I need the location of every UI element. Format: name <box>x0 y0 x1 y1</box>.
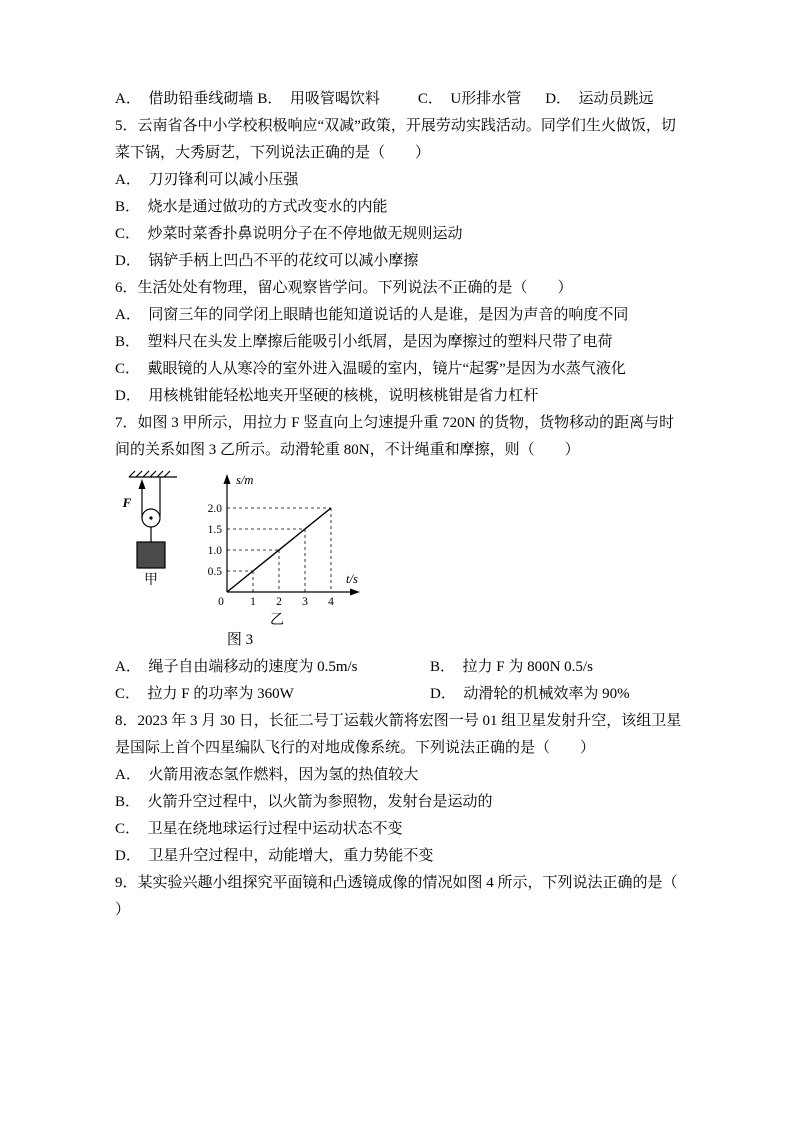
q7-options <box>115 654 685 708</box>
figure3-drawing <box>115 470 365 628</box>
question-7 <box>115 410 685 708</box>
q6-stem: 6．生活处处有物理，留心观察皆学问。下列说法不正确的是（ ） <box>115 280 573 296</box>
question-9 <box>115 870 685 924</box>
origin-label: 0 <box>218 596 224 608</box>
q5-option-b: B． 烧水是通过做功的方式改变水的内能 <box>115 199 388 215</box>
q7-option-a: A． 绳子自由端移动的速度为 0.5m/s <box>115 659 358 675</box>
force-f-label: F <box>122 495 132 510</box>
load-block <box>137 542 165 568</box>
q6-option-b: B． 塑料尺在头发上摩擦后能吸引小纸屑，是因为摩擦过的塑料尺带了电荷 <box>115 334 613 350</box>
x-tick-2: 2 <box>276 596 282 608</box>
figure3-caption: 图 3 <box>226 632 254 648</box>
question-6 <box>115 275 685 410</box>
graph-axes <box>227 478 356 592</box>
q8-option-d: D． 卫星升空过程中，动能增大，重力势能不变 <box>115 848 434 864</box>
y-axis-arrowhead <box>224 474 231 484</box>
force-arrowhead <box>139 479 146 489</box>
q7-option-b: B． 拉力 F 为 800N 0.5/s <box>430 659 593 675</box>
q4-option-a: A． 借助铅垂线砌墙 <box>115 91 254 107</box>
q7-option-d: D． 动滑轮的机械效率为 90% <box>430 686 630 702</box>
x-axis-label: t/s <box>346 572 358 586</box>
y-tick-1-0: 1.0 <box>207 545 222 557</box>
x-tick-1: 1 <box>250 596 256 608</box>
q6-option-d: D． 用核桃钳能轻松地夹开坚硬的核桃，说明核桃钳是省力杠杆 <box>115 388 539 404</box>
q8-option-c: C． 卫星在绕地球运行过程中运动状态不变 <box>115 821 403 837</box>
graph-caption-yi: 乙 <box>270 613 284 628</box>
q5-stem: 5．云南省各中小学校积极响应“双减”政策，开展劳动实践活动。同学们生火做饭，切菜下锅，大秀厨艺，下列说法正确的是（ ） <box>115 118 676 161</box>
q8-option-a: A． 火箭用液态氢作燃料，因为氢的热值较大 <box>115 767 419 783</box>
graph-data-line <box>227 508 331 592</box>
question4-options-row <box>115 86 685 113</box>
y-tick-2-0: 2.0 <box>207 503 222 515</box>
figure-3 <box>115 470 375 652</box>
y-tick-1-5: 1.5 <box>207 524 222 536</box>
q8-option-b: B． 火箭升空过程中，以火箭为参照物，发射台是运动的 <box>115 794 493 810</box>
q7-stem: 7．如图 3 甲所示，用拉力 F 竖直向上匀速提升重 720N 的货物，货物移动的距离与时间的关系如图 3 乙所示。动滑轮重 80N，不计绳重和摩擦，则（ ） <box>115 415 675 458</box>
y-tick-0-5: 0.5 <box>207 566 222 578</box>
q4-option-d: D． 运动员跳远 <box>545 91 654 107</box>
q6-option-c: C． 戴眼镜的人从寒冷的室外进入温暖的室内，镜片“起雾”是因为水蒸气液化 <box>115 361 626 377</box>
q5-option-c: C． 炒菜时菜香扑鼻说明分子在不停地做无规则运动 <box>115 226 463 242</box>
q5-option-d: D． 锅铲手柄上凹凸不平的花纹可以减小摩擦 <box>115 253 419 269</box>
question-8 <box>115 708 685 870</box>
pulley-diagram <box>129 471 177 568</box>
x-axis-arrowhead <box>350 589 360 596</box>
q4-option-b: B． 用吸管喝饮料 <box>257 91 380 107</box>
q4-option-c: C． U形排水管 <box>417 91 522 107</box>
question-5 <box>115 113 685 275</box>
y-axis-label: s/m <box>236 473 254 487</box>
pulley-caption-jia: 甲 <box>144 573 158 588</box>
q7-option-c: C． 拉力 F 的功率为 360W <box>115 686 294 702</box>
q8-stem: 8．2023 年 3 月 30 日，长征二号丁运载火箭将宏图一号 01 组卫星发射升空，该组卫星是国际上首个四星编队飞行的对地成像系统。下列说法正确的是（ ） <box>115 713 682 756</box>
q6-option-a: A． 同窗三年的同学闭上眼睛也能知道说话的人是谁，是因为声音的响度不同 <box>115 307 629 323</box>
x-tick-3: 3 <box>302 596 308 608</box>
q9-stem-line2: ） <box>115 902 131 918</box>
x-tick-4: 4 <box>328 596 334 608</box>
q9-stem-line1: 9．某实验兴趣小组探究平面镜和凸透镜成像的情况如图 4 所示，下列说法正确的是（ <box>115 875 678 891</box>
q5-option-a: A． 刀刃锋利可以减小压强 <box>115 172 299 188</box>
